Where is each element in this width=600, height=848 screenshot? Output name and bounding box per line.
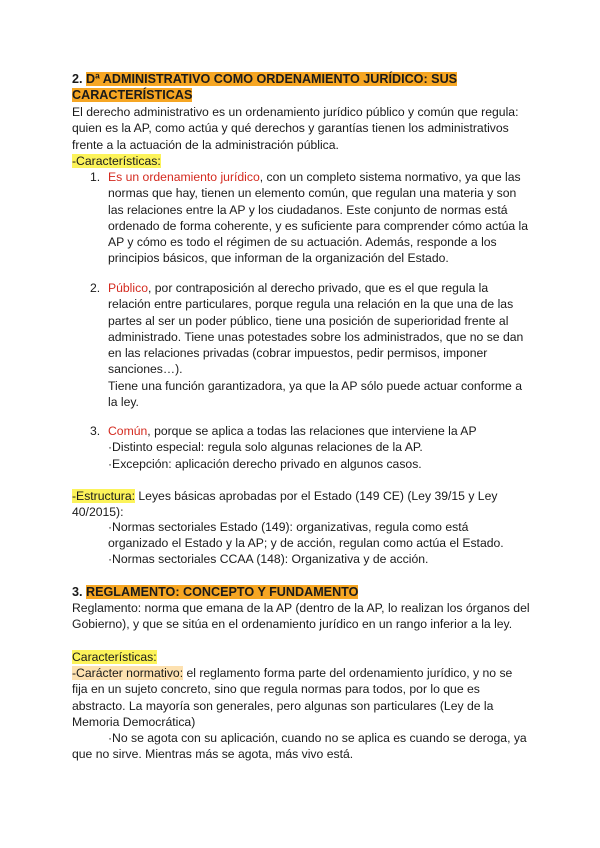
list-item-body bbox=[108, 280, 530, 378]
list-item-body bbox=[108, 423, 530, 439]
list-item-number: 3. bbox=[90, 424, 101, 438]
no-se-agota-paragraph: ·No se agota con su aplicación, cuando no se aplica es cuando se deroga, ya que no sirve. Mientras más se agota, más vivo está. bbox=[72, 731, 527, 762]
estructura-label: -Estructura: bbox=[72, 489, 135, 503]
list-item-extra: Tiene una función garantizadora, ya que la AP sólo puede actuar conforme a la ley. bbox=[108, 378, 522, 410]
section-3-title: REGLAMENTO: CONCEPTO Y FUNDAMENTO bbox=[86, 585, 359, 599]
section-2-title-line1: Dª ADMINISTRATIVO COMO ORDENAMIENTO JURÍDICO: SUS bbox=[86, 72, 458, 86]
section-2-intro: El derecho administrativo es un ordenamiento jurídico público y común que regula: quien es la AP, como actúa y qué derechos y garantías tienen los administrativos frente a la actuación de la administración pública. bbox=[72, 105, 519, 152]
list-item bbox=[90, 169, 530, 267]
caracter-normativo-label: -Carácter normativo: bbox=[72, 666, 184, 680]
list-item-number: 2. bbox=[90, 281, 101, 295]
list-item-sub: ·Excepción: aplicación derecho privado en algunos casos. bbox=[108, 456, 422, 471]
section-2-characteristics-label bbox=[72, 153, 530, 169]
list-item bbox=[90, 280, 530, 410]
section-3-definition: Reglamento: norma que emana de la AP (dentro de la AP, lo realizan los órganos del Gobierno), y que se sitúa en el ordenamiento jurídico en un rango inferior a la ley. bbox=[72, 601, 530, 632]
normas-estado bbox=[72, 519, 530, 552]
list-item-number: 1. bbox=[90, 170, 101, 184]
characteristics-label: Características: bbox=[72, 650, 157, 664]
list-item-lead: Público bbox=[108, 281, 148, 295]
list-item-lead: Es un ordenamiento jurídico bbox=[108, 170, 260, 184]
list-item-text: , porque se aplica a todas las relaciones que interviene la AP bbox=[147, 424, 477, 438]
section-3-heading bbox=[72, 584, 530, 600]
list-item bbox=[90, 423, 530, 472]
section-2-title-line2: CARACTERÍSTICAS bbox=[72, 88, 193, 103]
characteristics-label: -Características: bbox=[72, 154, 161, 168]
caracter-normativo-paragraph bbox=[72, 665, 530, 730]
section-2-number: 2. bbox=[72, 72, 83, 86]
list-item-text: , con un completo sistema normativo, ya que las normas que hay, tienen un elemento común, que regulan una materia y son las relaciones entre la AP y los ciudadanos. Este conjunto de normas está ordenado de forma coherente, y es suficiente para comprender cómo actúa la AP y cómo es todo el régimen de su actuación. Además, responde a los principios básicos, que informan de la organización del Estado. bbox=[108, 170, 529, 266]
normas-estado-text: ·Normas sectoriales Estado (149): organizativas, regula como está organizado el Estado y la AP; y de acción, regulan como actúa el Estado. bbox=[108, 520, 504, 551]
estructura-text: Leyes básicas aprobadas por el Estado (149 CE) (Ley 39/15 y Ley 40/2015): bbox=[72, 489, 498, 520]
list-item-lead: Común bbox=[108, 424, 148, 438]
section-3-characteristics-label bbox=[72, 649, 530, 665]
estructura-paragraph bbox=[72, 488, 530, 521]
caracter-normativo-text: el reglamento forma parte del ordenamiento jurídico, y no se fija en un sujeto concreto, sino que regula normas para todos, por lo que es abstracto. La mayoría son generales, pero algunas son particulares (Ley de la Memoria Democrática) bbox=[72, 666, 513, 729]
list-item-body bbox=[108, 169, 530, 267]
section-3-number: 3. bbox=[72, 585, 83, 599]
section-2-heading bbox=[72, 71, 530, 104]
list-item-text: , por contraposición al derecho privado, que es el que regula la relación entre particulares, porque regula una relación en la que una de las partes al ser un poder público, tiene una posición de superioridad frente al administrado. Tiene unas potestades sobre los administrados, que no se dan en las relaciones privadas (cobrar impuestos, pedir permisos, imponer sanciones…). bbox=[108, 281, 524, 377]
normas-ccaa: ·Normas sectoriales CCAA (148): Organizativa y de acción. bbox=[108, 552, 429, 566]
list-item-sub: ·Distinto especial: regula solo algunas relaciones de la AP. bbox=[108, 440, 423, 455]
